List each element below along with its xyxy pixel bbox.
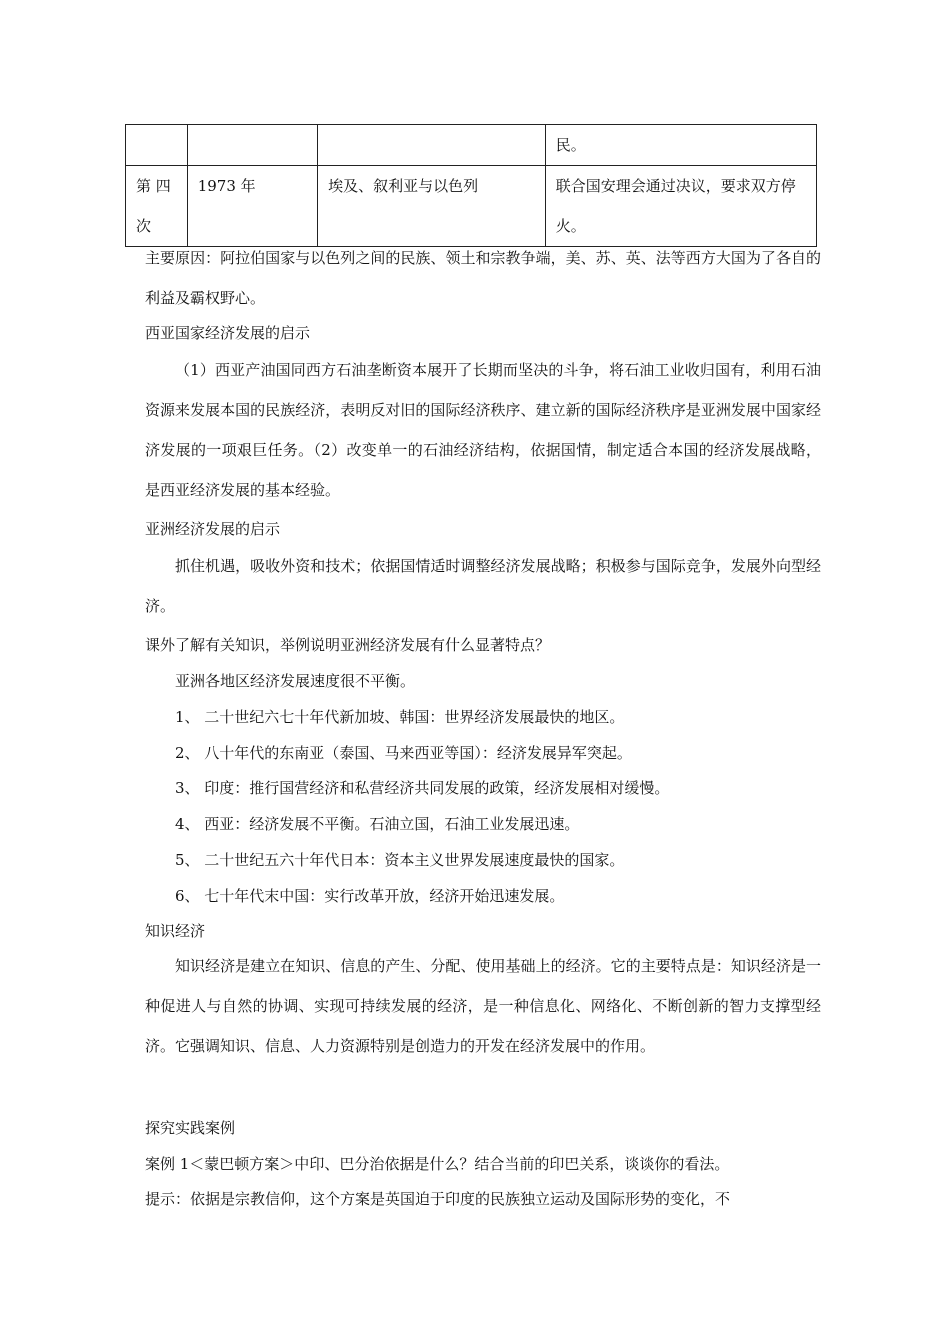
asia-body: 抓住机遇，吸收外资和技术；依据国情适时调整经济发展战略；积极参与国际竞争，发展外向型经济。 (145, 557, 821, 615)
main-cause: 主要原因：阿拉伯国家与以色列之间的民族、领土和宗教争端，美、苏、英、法等西方大国为了各自的利益及霸权野心。 (145, 249, 821, 307)
table-cell: 联合国安理会通过决议，要求双方停火。 (545, 166, 816, 247)
wars-table (125, 124, 817, 247)
question-text: 课外了解有关知识，举例说明亚洲经济发展有什么显著特点？ (145, 636, 551, 654)
case-1: 案例 1＜蒙巴顿方案＞中印、巴分治依据是什么？结合当前的印巴关系，谈谈你的看法。 (145, 1155, 730, 1173)
list-item: 6、 七十年代末中国：实行改革开放，经济开始迅速发展。 (175, 887, 565, 905)
knowledge-body: 知识经济是建立在知识、信息的产生、分配、使用基础上的经济。它的主要特点是：知识经济是一种促进人与自然的协调、实现可持续发展的经济，是一种信息化、网络化、不断创新的智力支撑型经济。它强调知识、信息、人力资源特别是创造力的开发在经济发展中的作用。 (145, 957, 821, 1055)
practice-heading: 探究实践案例 (145, 1119, 236, 1137)
west-asia-heading: 西亚国家经济发展的启示 (145, 324, 311, 342)
table-cell (318, 125, 546, 166)
west-asia-body: （1）西亚产油国同西方石油垄断资本展开了长期而坚决的斗争，将石油工业收归国有，利用石油资源来发展本国的民族经济，表明反对旧的国际经济秩序、建立新的国际经济秩序是亚洲发展中国家经济发展的一项艰巨任务。（2）改变单一的石油经济结构，依据国情，制定适合本国的经济发展战略，是西亚经济发展的基本经验。 (145, 361, 821, 499)
table-cell: 第 四 次 (126, 166, 188, 247)
asia-heading: 亚洲经济发展的启示 (145, 520, 281, 538)
list-item: 1、 二十世纪六七十年代新加坡、韩国：世界经济发展最快的地区。 (175, 708, 625, 726)
knowledge-heading: 知识经济 (145, 922, 206, 940)
table-cell (187, 125, 317, 166)
table-row (126, 166, 817, 247)
hint: 提示：依据是宗教信仰，这个方案是英国迫于印度的民族独立运动及国际形势的变化，不 (145, 1190, 731, 1208)
question-intro: 亚洲各地区经济发展速度很不平衡。 (175, 672, 416, 690)
table-row (126, 125, 817, 166)
table-cell (126, 125, 188, 166)
table-cell: 1973 年 (187, 166, 317, 247)
table-cell: 埃及、叙利亚与以色列 (318, 166, 546, 247)
table-cell: 民。 (545, 125, 816, 166)
list-item: 5、 二十世纪五六十年代日本：资本主义世界发展速度最快的国家。 (175, 851, 625, 869)
list-item: 2、 八十年代的东南亚（泰国、马来西亚等国）：经济发展异军突起。 (175, 744, 632, 762)
list-item: 4、 西亚：经济发展不平衡。石油立国，石油工业发展迅速。 (175, 815, 580, 833)
list-item: 3、 印度：推行国营经济和私营经济共同发展的政策，经济发展相对缓慢。 (175, 779, 670, 797)
